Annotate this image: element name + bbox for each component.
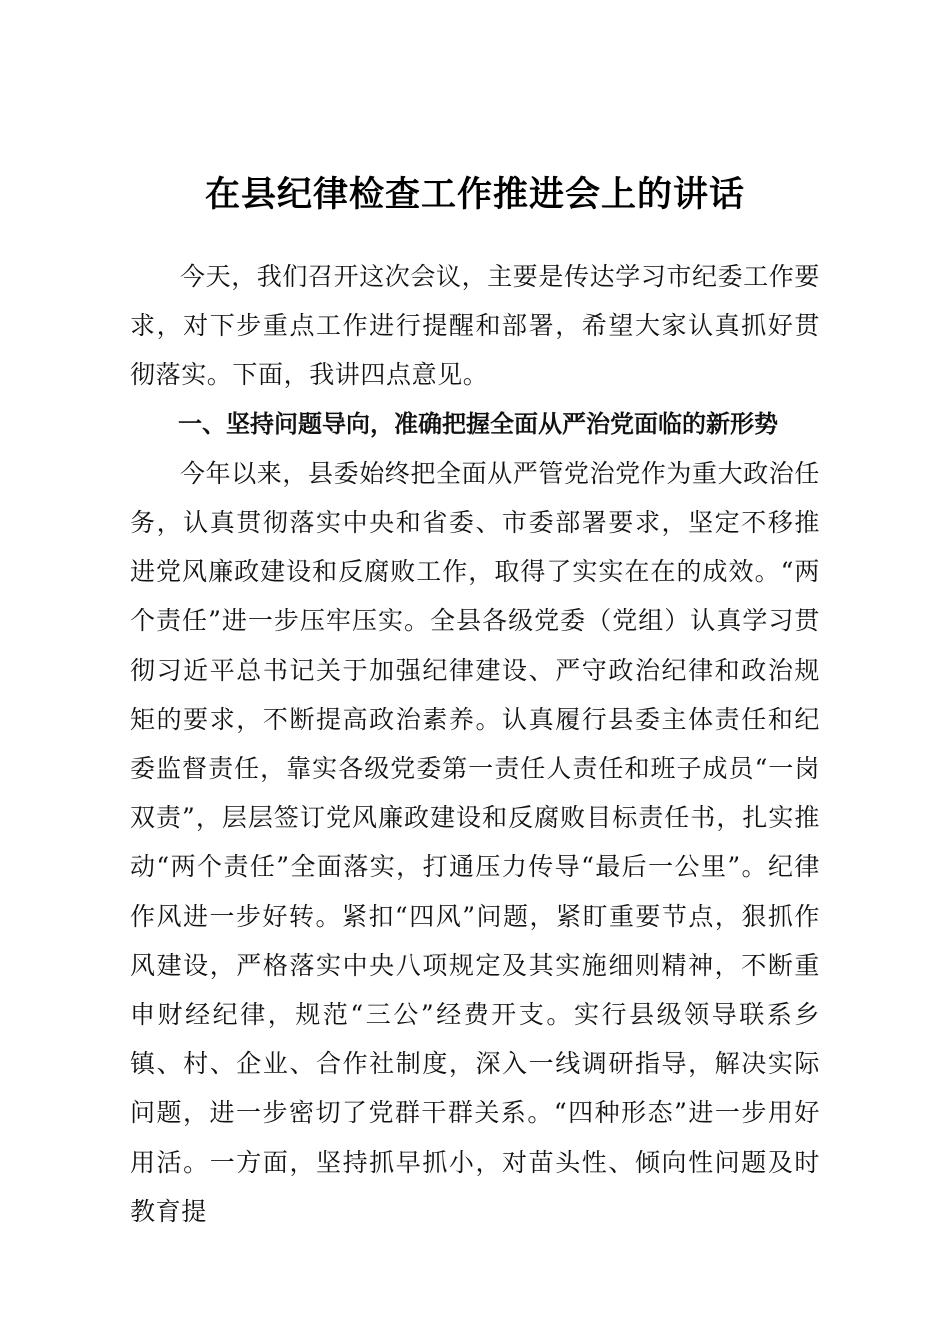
- section-1-heading: 一、坚持问题导向，准确把握全面从严治党面临的新形势: [178, 409, 778, 438]
- document-body: [130, 252, 820, 1236]
- document-title: 在县纪律检查工作推进会上的讲话: [204, 174, 745, 216]
- intro-paragraph: 今天，我们召开这次会议，主要是传达学习市纪委工作要求，对下步重点工作进行提醒和部署，希望大家认真抓好贯彻落实。下面，我讲四点意见。: [130, 262, 821, 390]
- section-1-paragraph: 今年以来，县委始终把全面从严管党治党作为重大政治任务，认真贯彻落实中央和省委、市委部署要求，坚定不移推进党风廉政建设和反腐败工作，取得了实实在在的成效。“两个责任”进一步压牢压实。全县各级党委（党组）认真学习贯彻习近平总书记关于加强纪律建设、严守政治纪律和政治规矩的要求，不断提高政治素养。认真履行县委主体责任和纪委监督责任，靠实各级党委第一责任人责任和班子成员“一岗双责”，层层签订党风廉政建设和反腐败目标责任书，扎实推动“两个责任”全面落实，打通压力传导“最后一公里”。纪律作风进一步好转。紧扣“四风”问题，紧盯重要节点，狠抓作风建设，严格落实中央八项规定及其实施细则精神，不断重申财经纪律，规范“三公”经费开支。实行县级领导联系乡镇、村、企业、合作社制度，深入一线调研指导，解决实际问题，进一步密切了党群干群关系。“四种形态”进一步用好用活。一方面，坚持抓早抓小，对苗头性、倾向性问题及时教育提: [130, 458, 821, 1226]
